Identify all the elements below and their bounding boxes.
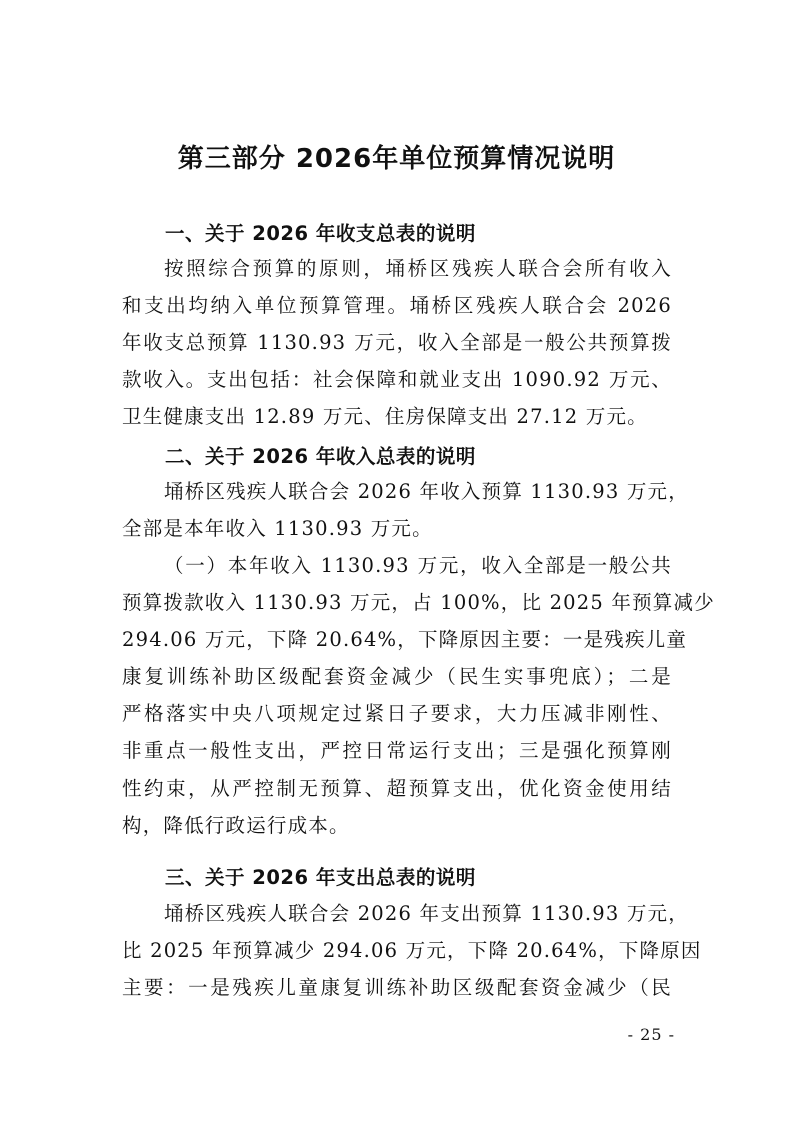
paragraph-line: （一）本年收入 1130.93 万元，收入全部是一般公共 <box>164 554 672 577</box>
paragraph-line: 构，降低行政运行成本。 <box>122 813 350 837</box>
section-heading-1: 一、关于 2026 年收支总表的说明 <box>165 222 476 245</box>
paragraph-line: 全部是本年收入 1130.93 万元。 <box>122 517 433 541</box>
paragraph-line: 比 2025 年预算减少 294.06 万元，下降 20.64%，下降原因 <box>122 939 702 963</box>
paragraph-line: 康复训练补助区级配套资金减少（民生实事兜底）；二是 <box>122 665 672 689</box>
paragraph-line: 和支出均纳入单位预算管理。埇桥区残疾人联合会 2026 <box>122 294 672 318</box>
page-number: - 25 - <box>627 1025 675 1044</box>
paragraph-line: 非重点一般性支出，严控日常运行支出；三是强化预算刚 <box>122 739 672 763</box>
paragraph-line: 款收入。支出包括：社会保障和就业支出 1090.92 万元、 <box>122 368 672 392</box>
paragraph-line: 性约束，从严控制无预算、超预算支出，优化资金使用结 <box>122 776 672 800</box>
paragraph-line: 按照综合预算的原则，埇桥区残疾人联合会所有收入 <box>164 257 672 280</box>
paragraph-line: 预算拨款收入 1130.93 万元，占 100%，比 2025 年预算减少 <box>122 591 715 615</box>
paragraph-line: 严格落实中央八项规定过紧日子要求，大力压减非刚性、 <box>122 702 672 726</box>
section-1-paragraph-1 <box>122 250 672 435</box>
paragraph-line: 年收支总预算 1130.93 万元，收入全部是一般公共预算拨 <box>122 331 672 355</box>
paragraph-line: 埇桥区残疾人联合会 2026 年收入预算 1130.93 万元， <box>164 480 689 503</box>
paragraph-line: 主要：一是残疾儿童康复训练补助区级配套资金减少（民 <box>122 976 672 1000</box>
paragraph-line: 卫生健康支出 12.89 万元、住房保障支出 27.12 万元。 <box>122 405 648 429</box>
section-heading-3: 三、关于 2026 年支出总表的说明 <box>165 866 476 889</box>
section-3-paragraph-1 <box>122 895 702 1006</box>
section-2-paragraph-1 <box>122 473 689 547</box>
page-title: 第三部分 2026年单位预算情况说明 <box>177 144 616 174</box>
paragraph-line: 埇桥区残疾人联合会 2026 年支出预算 1130.93 万元， <box>164 902 689 925</box>
section-2-paragraph-2 <box>122 547 715 844</box>
paragraph-line: 294.06 万元，下降 20.64%，下降原因主要：一是残疾儿童 <box>122 628 688 652</box>
section-heading-2: 二、关于 2026 年收入总表的说明 <box>165 445 476 468</box>
